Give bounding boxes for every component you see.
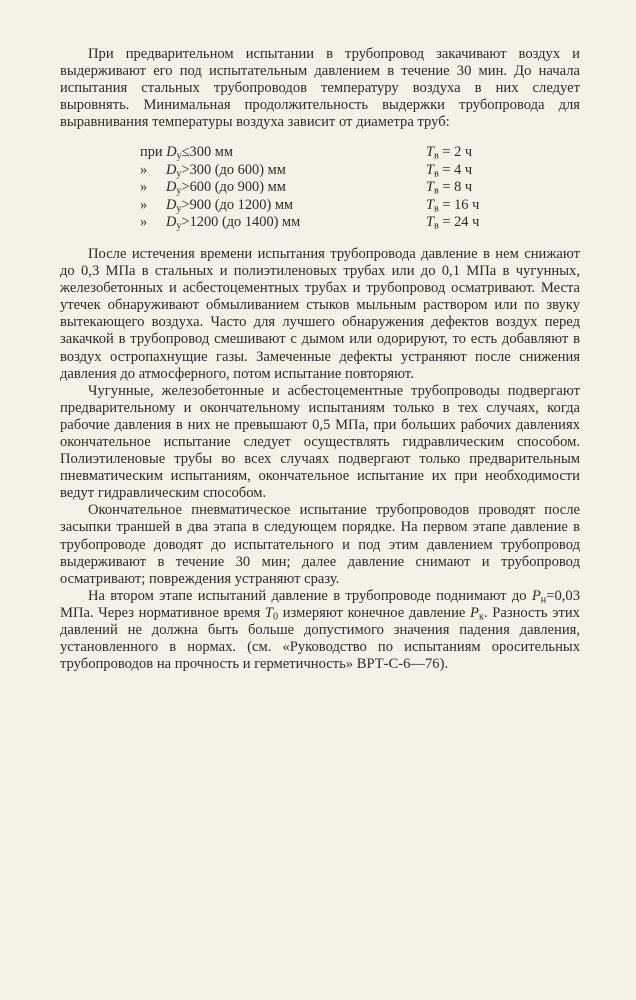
duration: = 4 ч bbox=[442, 161, 473, 178]
condition: >900 (до 1200) мм bbox=[181, 196, 294, 213]
table-row: при $D_у\le 300$ мм $T_в = 2$ ч bbox=[140, 144, 473, 162]
table-row: » $D_у>900$ (до 1200) мм $T_в = 16$ ч bbox=[140, 196, 480, 215]
paragraph-5: На втором этапе испытаний давление в трубопроводе поднимают до $P_н=0,03$ МПа. Через нормативное время $T_0$ измеряют конечное давление $P_к$. Разность этих давлений не должна быть больше допустимого значения падения давления, установленного в нормах. (см. «Руководство по испытаниям оросительных трубопроводов на прочность и герметичность» ВРТ-С-6—76). bbox=[60, 587, 580, 673]
table-row: » $D_у>300$ (до 600) мм $T_в = 4$ ч bbox=[140, 161, 473, 180]
duration-table bbox=[60, 144, 580, 232]
paragraph-3: Чугунные, железобетонные и асбестоцементные трубопроводы подвергают предварительному и окончательному испытаниям только в тех случаях, когда рабочие давления в них не превышают 0,5 МПа, при больших рабочих давлениях окончательное испытание следует осуществлять гидравлическим способом. Полиэтиленовые трубы во всех случаях подвергают только предварительным пневматическим испытаниям, окончательное испытание их при необходимости ведут гидравлическим способом. bbox=[60, 382, 580, 502]
table-row: » $D_у>600$ (до 900) мм $T_в = 8$ ч bbox=[140, 179, 473, 197]
condition: >1200 (до 1400) мм bbox=[181, 214, 301, 231]
paragraph-4: Окончательное пневматическое испытание трубопроводов проводят после засыпки траншей в два этапа в следующем порядке. На первом этапе давление в трубопроводе доводят до испытательного и под этим давлением трубопровод выдерживают в течение 30 мин; далее давление снимают и трубопровод осматривают; повреждения устраняют сразу. bbox=[60, 502, 580, 587]
table-row: » $D_у>1200$ (до 1400) мм $T_в = 24$ ч bbox=[140, 214, 480, 232]
paragraph-1: При предварительном испытании в трубопровод закачивают воздух и выдерживают его под испытательным давлением в течение 30 мин. До начала испытания стальных трубопроводов температуру воздуха в них следует выровнять. Минимальная продолжительность выдержки трубопровода для выравнивания температуры воздуха зависит от диаметра труб: bbox=[60, 46, 580, 131]
paragraph-2: После истечения времени испытания трубопровода давление в нем снижают до 0,3 МПа в стальных и полиэтиленовых трубах или до 0,1 МПа в чугунных, железобетонных и асбестоцементных трубах и трубопровод осматривают. Места утечек обнаруживают обмыливанием стыков мыльным раствором или по звуку вытекающего воздуха. Часто для лучшего обнаружения дефектов воздух перед закачкой в трубопровод смешивают с дымом или одорируют, то есть добавляют в воздух остропахнущие газы. Замеченные дефекты устраняют после снижения давления до атмосферного, потом испытание повторяют. bbox=[60, 245, 580, 382]
duration: = 2 ч bbox=[442, 144, 473, 161]
duration: = 8 ч bbox=[442, 179, 473, 196]
condition: ≤300 мм bbox=[181, 144, 233, 161]
text-block bbox=[60, 46, 580, 673]
duration: = 24 ч bbox=[442, 214, 480, 231]
condition: >600 (до 900) мм bbox=[181, 179, 286, 196]
condition: >300 (до 600) мм bbox=[181, 161, 286, 178]
duration: = 16 ч bbox=[442, 196, 480, 213]
